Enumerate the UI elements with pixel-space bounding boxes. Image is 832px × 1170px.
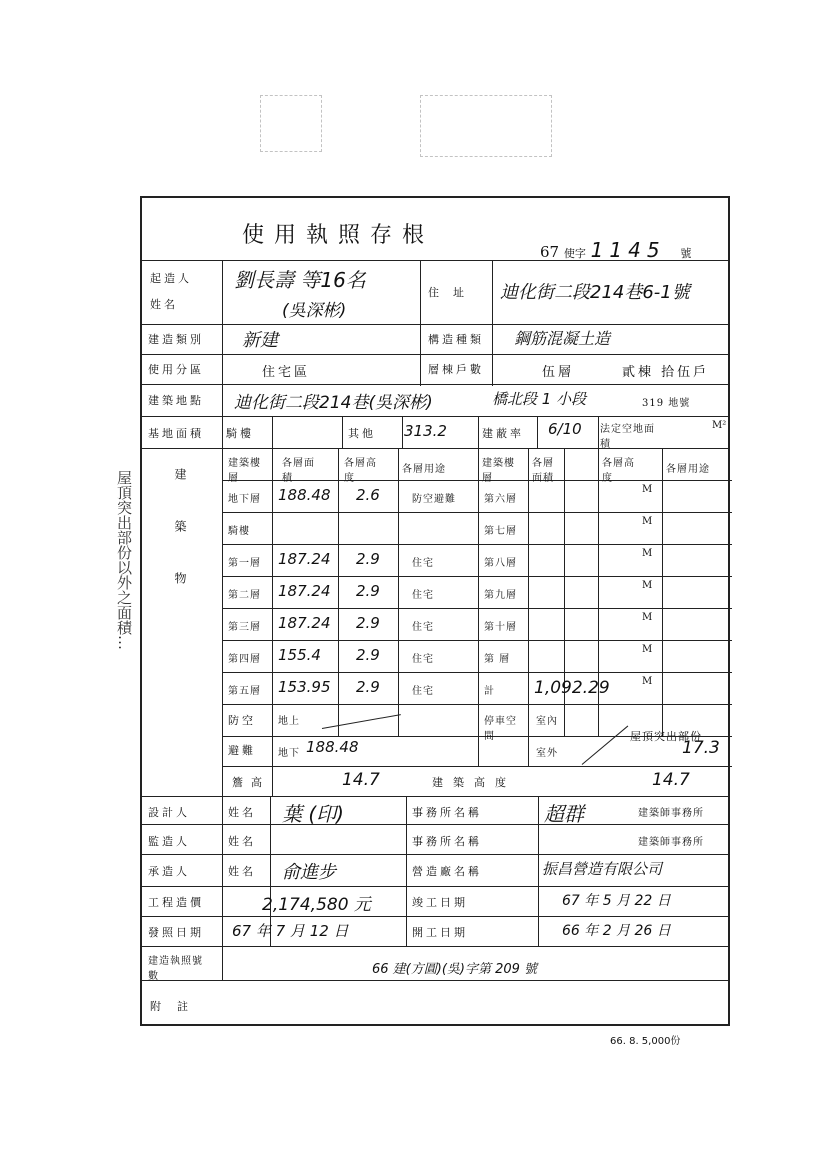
header-floor: 建築樓層 <box>228 458 261 484</box>
floor-name-right: 第十層 <box>484 622 517 633</box>
floor-use: 住宅 <box>412 590 434 601</box>
unit-mark: M <box>642 644 653 655</box>
finish-value: 67 年 5 月 22 日 <box>562 893 671 909</box>
bldg-height-value: 14.7 <box>652 770 690 790</box>
applicant-name: 劉長壽 等16名 <box>234 268 366 292</box>
floor-area: 187.24 <box>278 550 331 568</box>
header-area: 各層面積 <box>282 458 315 484</box>
header-use: 各層用途 <box>402 464 446 475</box>
license-number: 1145 <box>590 238 666 262</box>
designer-office-label: 事務所名稱 <box>412 806 482 819</box>
supervisor-name-label: 姓名 <box>228 835 256 848</box>
shelter-below: 地下 <box>278 748 300 759</box>
start-value: 66 年 2 月 26 日 <box>562 923 671 939</box>
floor-use: 住宅 <box>412 686 434 697</box>
floor-height: 2.9 <box>356 646 380 664</box>
site-district: 橋北段 1 小段 <box>492 390 587 408</box>
floor-height: 2.9 <box>356 614 380 632</box>
designer-office: 超群 <box>544 802 584 826</box>
name-label: 姓名 <box>150 298 178 311</box>
floor-area: 153.95 <box>278 678 331 696</box>
designer-name: 葉 (印) <box>282 802 344 826</box>
applicant-agent: (吳深彬) <box>282 301 347 321</box>
building-type-value: 新建 <box>242 330 278 351</box>
form-title: 使用執照存根 <box>242 223 435 248</box>
header-height-right: 各層高度 <box>602 458 635 484</box>
parking-label: 停車空間 <box>484 716 517 742</box>
arcade-label: 騎樓 <box>226 427 254 440</box>
start-label: 開工日期 <box>412 926 468 939</box>
floor-use: 住宅 <box>412 654 434 665</box>
shelter-label-1: 防空 <box>228 714 256 727</box>
floor-name-right: 計 <box>484 686 495 697</box>
open-space-label: 法定空地面積 <box>600 424 655 450</box>
floor-name-right: 第九層 <box>484 590 517 601</box>
floor-name-left: 第五層 <box>228 686 261 697</box>
builder-company-label: 營造廠名稱 <box>412 865 482 878</box>
supervisor-label: 監造人 <box>148 835 190 848</box>
floor-use: 住宅 <box>412 558 434 569</box>
total-area: 1,092.29 <box>534 678 610 698</box>
builder-label: 承造人 <box>148 865 190 878</box>
area-unit: M² <box>712 420 727 431</box>
designer-label: 設計人 <box>148 806 190 819</box>
permit-value: 66 建(方圓)(吳)字第 209 號 <box>372 962 538 977</box>
license-suffix: 號 <box>680 247 692 260</box>
print-code: 66. 8. 5,000份 <box>610 1036 681 1047</box>
floor-name-right: 第 層 <box>484 654 511 665</box>
floor-name-left: 第二層 <box>228 590 261 601</box>
units-value: 貳棟 拾伍戶 <box>622 365 710 380</box>
parking-indoor: 室內 <box>536 716 558 727</box>
header-floor-right: 建築樓層 <box>482 458 515 484</box>
unit-mark: M <box>642 516 653 527</box>
zone-value: 住宅區 <box>262 365 311 380</box>
shelter-above: 地上 <box>278 716 300 727</box>
floor-name-left: 騎樓 <box>228 526 250 537</box>
floor-name-right: 第六層 <box>484 494 517 505</box>
eaves-label: 簷高 <box>232 776 270 789</box>
floor-height: 2.6 <box>356 486 380 504</box>
cost-label: 工程造價 <box>148 896 204 909</box>
supervisor-office-label: 事務所名稱 <box>412 835 482 848</box>
license-year: 67 <box>540 243 560 261</box>
supervisor-office-suffix: 建築師事務所 <box>638 837 704 848</box>
address-label: 住址 <box>428 286 478 299</box>
header-area-right: 各層面積 <box>532 458 554 484</box>
floor-height: 2.9 <box>356 582 380 600</box>
builder-name-label: 姓名 <box>228 865 256 878</box>
other-value: 313.2 <box>404 422 447 440</box>
header-height: 各層高度 <box>344 458 377 484</box>
coverage-label: 建蔽率 <box>482 427 524 440</box>
floors-label: 層棟戶數 <box>428 363 484 376</box>
floor-name-left: 第一層 <box>228 558 261 569</box>
permit-label: 建造執照號數 <box>148 956 203 982</box>
site-label: 建築地點 <box>148 394 204 407</box>
roof-label: 屋頂突出部份 <box>630 730 702 743</box>
header-use-right: 各層用途 <box>666 464 710 475</box>
site-value: 迪化街二段214巷(吳深彬) <box>234 393 433 413</box>
floor-height: 2.9 <box>356 550 380 568</box>
floors-value: 伍層 <box>542 365 575 380</box>
unit-mark: M <box>642 612 653 623</box>
roof-value: 17.3 <box>682 738 720 758</box>
area-label: 基地面積 <box>148 427 204 440</box>
building-type-label: 建造類別 <box>148 333 204 346</box>
structure-value: 鋼筋混凝土造 <box>514 329 611 348</box>
remarks-label: 附註 <box>150 1000 204 1013</box>
license-form: 使用執照存根 67 使字 1145 號 起造人 姓名 劉長壽 等16名 (吳深彬) 住址 迪化街二段214巷6-1號 建造類別 新建 構造種類 鋼筋混凝土造 使用分區 住宅區 層棟戶數 伍層 貳棟 拾伍戶 建築地點 迪化街二段214巷(吳深彬) 橋北段 1 小段 319 地號 基地面積 騎樓 其他 313.2 建蔽率 6/10 法定空地面積 M² 建築樓層 各層面積 各層高度 各層用途 建築樓層 各層面積 各層高度 各層用途 建築物 1,092.29 防空 避難 地上 地下 188.48 停車空間 室內 室外 屋頂突出部份 17.3 簷高 14.7 建築高度 14.7 設計人 姓名 葉 (印) 事務所名稱 超群 建築師事務所 監造人 姓名 事務所名稱 建築師事務所 承造人 姓名 俞進步 營造廠名稱 振昌營造有限公司 工程造價 2,174,580 元 竣工日期 67 年 5 月 22 日 發照日期 67 年 7 月 12 日 開工日期 66 年 2 月 26 日 建造執照號數 66 建(方圓)(吳)字第 209 號 附註 地下層 188.48 2.6 防空避難 騎樓 第一層 187.24 2.9 住宅 第二層 187.24 2.9 住宅 第三層 187.24 2.9 住宅 第四層 155.4 2.9 住宅 第五層 153.95 2.9 住宅 第六層 M 第七層 M 第八層 M 第九層 M 第十層 M 第 層 M 計 M <box>140 196 730 1026</box>
floor-height: 2.9 <box>356 678 380 696</box>
floor-area: 187.24 <box>278 614 331 632</box>
floor-name-left: 第四層 <box>228 654 261 665</box>
bldg-height-label: 建築高度 <box>432 776 516 789</box>
faded-stamp <box>420 95 552 157</box>
floor-name-right: 第七層 <box>484 526 517 537</box>
structure-label: 構造種類 <box>428 333 484 346</box>
floor-area: 188.48 <box>278 486 331 504</box>
builder-company: 振昌營造有限公司 <box>542 860 663 878</box>
unit-mark: M <box>642 548 653 559</box>
side-note: 屋頂突出部份以外之面積… <box>115 470 133 650</box>
applicant-address: 迪化街二段214巷6-1號 <box>500 282 690 303</box>
cost-value: 2,174,580 元 <box>262 895 371 915</box>
designer-name-label: 姓名 <box>228 806 256 819</box>
coverage-value: 6/10 <box>548 420 582 438</box>
finish-label: 竣工日期 <box>412 896 468 909</box>
other-label: 其他 <box>348 427 376 440</box>
faded-stamp <box>260 95 322 152</box>
designer-office-suffix: 建築師事務所 <box>638 808 704 819</box>
floor-area: 155.4 <box>278 646 321 664</box>
parking-outdoor: 室外 <box>536 748 558 759</box>
floor-name-left: 第三層 <box>228 622 261 633</box>
zone-label: 使用分區 <box>148 363 204 376</box>
shelter-label-2: 避難 <box>228 744 256 757</box>
floor-name-left: 地下層 <box>228 494 261 505</box>
issue-value: 67 年 7 月 12 日 <box>232 922 349 940</box>
floor-use: 住宅 <box>412 622 434 633</box>
applicant-label: 起造人 <box>150 272 192 285</box>
eaves-value: 14.7 <box>342 770 380 790</box>
unit-mark: M <box>642 580 653 591</box>
floor-name-right: 第八層 <box>484 558 517 569</box>
site-lot: 319 地號 <box>642 398 691 409</box>
issue-label: 發照日期 <box>148 926 204 939</box>
floor-area: 187.24 <box>278 582 331 600</box>
builder-name: 俞進步 <box>282 862 336 883</box>
floor-use: 防空避難 <box>412 494 456 505</box>
unit-mark: M <box>642 484 653 495</box>
shelter-below-value: 188.48 <box>306 738 359 756</box>
unit-mark: M <box>642 676 653 687</box>
license-prefix: 使字 <box>563 247 586 260</box>
